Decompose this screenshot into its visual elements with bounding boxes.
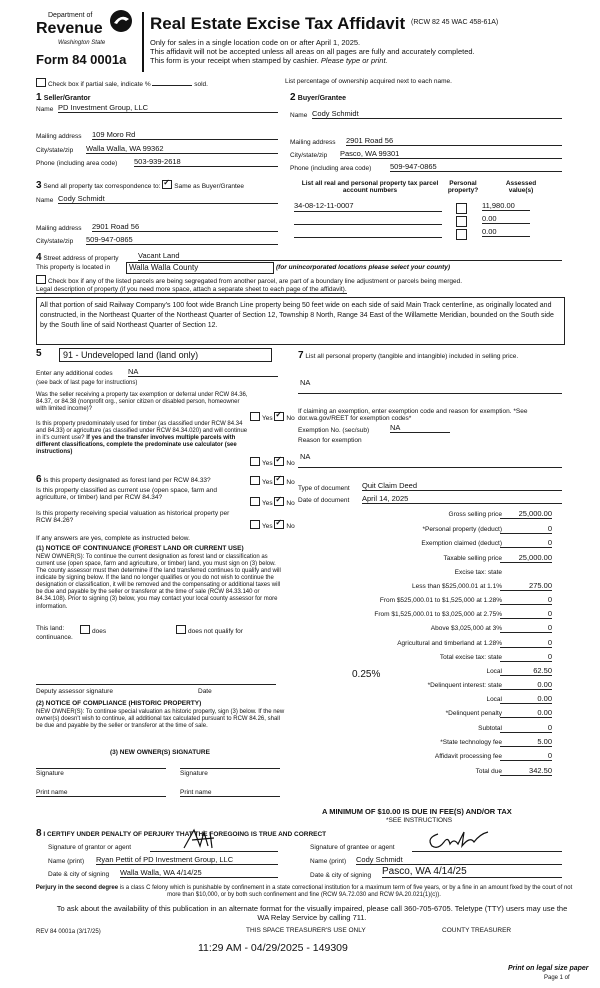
corr-name-label: Name bbox=[36, 197, 54, 204]
fee-value[interactable]: 0 bbox=[500, 723, 552, 733]
same-as-buyer-label: Same as Buyer/Grantee bbox=[174, 183, 244, 190]
fee-value[interactable]: 0 bbox=[500, 595, 552, 605]
buyer-heading bbox=[290, 92, 346, 103]
partial-sale-checkbox[interactable] bbox=[36, 78, 46, 87]
corr-city-field[interactable]: 509-947-0865 bbox=[86, 235, 278, 245]
street-row bbox=[36, 252, 119, 263]
continuance-body: NEW OWNER(S): To continue the current designation as forest land or classification as current use (open space, farm and agriculture, or timber) land, you must sign on (3) below. The county assessor must then determine if the land transferred continues to qualify and will indicate by signing below. If the land no longer qualifies or you do not wish to continue the designation or classification, it will be removed and the compensating or additional taxes will be due and payable by the seller or transferor at the time of sale (RCW 84.33.140 or 84.34.108). Prior to signing (3) below, you may contact your local county assessor for more information. bbox=[36, 554, 281, 610]
fee-value[interactable]: 0.00 bbox=[500, 680, 552, 690]
grantor-name-field[interactable]: Ryan Pettit of PD Investment Group, LLC bbox=[96, 855, 278, 865]
same-as-buyer-checkbox[interactable] bbox=[162, 180, 172, 189]
parcel-row bbox=[294, 213, 566, 226]
print-name-label-2: Print name bbox=[180, 789, 212, 796]
timber-yn bbox=[250, 457, 295, 467]
reason-label: Reason for exemption bbox=[298, 437, 362, 444]
s4-num: 4 bbox=[36, 252, 42, 263]
this-land-text: This land: bbox=[36, 625, 65, 632]
yes-label: Yes bbox=[262, 460, 273, 467]
fee-label: Taxable selling price bbox=[443, 555, 502, 562]
fee-label: From $1,525,000.01 to $3,025,000 at 2.75% bbox=[374, 611, 502, 618]
fee-value[interactable]: 0 bbox=[500, 538, 552, 548]
seller-city-field[interactable]: Walla Walla, WA 99362 bbox=[86, 144, 278, 154]
corr-heading bbox=[36, 180, 244, 191]
print-name-label-1: Print name bbox=[36, 789, 68, 796]
fee-label: Less than $525,000.01 at 1.1% bbox=[412, 583, 502, 590]
dor-logo-mark bbox=[106, 8, 136, 34]
seller-city-label: City/state/zip bbox=[36, 147, 74, 154]
doctype-label: Type of document bbox=[298, 485, 350, 492]
grantee-name-field[interactable]: Cody Schmidt bbox=[356, 855, 562, 865]
dor-logo bbox=[36, 12, 136, 46]
partial-sold-label: sold. bbox=[194, 81, 208, 88]
exemption-question: Was the seller receiving a property tax exemption or deferral under RCW 84.36, 84.37, or 84.38 (nonprofit org., senior citizen or disabled person, homeowner with limited income)? bbox=[36, 392, 248, 412]
fee-value[interactable]: 25,000.00 bbox=[500, 509, 552, 519]
parcel-row bbox=[294, 226, 566, 239]
does-label: does bbox=[92, 628, 107, 635]
deputy-date-label: Date bbox=[198, 688, 212, 695]
docdate-label: Date of document bbox=[298, 497, 350, 504]
assessed-value[interactable]: 0.00 bbox=[482, 214, 530, 224]
s6q3-yes-checkbox[interactable] bbox=[250, 520, 260, 529]
header-divider bbox=[142, 12, 144, 72]
doctype-field[interactable]: Quit Claim Deed bbox=[362, 481, 562, 491]
fee-label: Total excise tax: state bbox=[439, 654, 502, 661]
yes-label: Yes bbox=[262, 500, 273, 507]
fee-label: *Delinquent penalty bbox=[445, 710, 502, 717]
fee-label: Local bbox=[486, 696, 502, 703]
does-not-option bbox=[176, 625, 243, 635]
forest-question bbox=[36, 474, 211, 485]
yes-label: Yes bbox=[262, 415, 273, 422]
buyer-phone-label: Phone (including area code) bbox=[290, 165, 372, 172]
header-line-2: This affidavit will not be accepted unless all areas on all pages are fully and accurately completed. bbox=[150, 47, 475, 56]
fee-label: Above $3,025,000 at 3% bbox=[430, 625, 502, 632]
fee-label: Gross selling price bbox=[448, 511, 502, 518]
current-use-yn bbox=[250, 497, 295, 507]
this-land-label bbox=[36, 625, 64, 632]
continuance-heading: (1) NOTICE OF CONTINUANCE (FOREST LAND OR CURRENT USE) bbox=[36, 545, 244, 552]
ownership-note: List percentage of ownership acquired next to each name. bbox=[285, 78, 452, 85]
fee-value[interactable]: 0 bbox=[500, 524, 552, 534]
seller-heading-text: Seller/Grantor bbox=[43, 95, 91, 102]
owner-sig-line-1[interactable] bbox=[36, 768, 166, 769]
fee-label: Local bbox=[486, 668, 502, 675]
s6-num: 6 bbox=[36, 474, 42, 485]
legal-label: Legal description of property (if you need more space, attach a separate sheet to each page of the affidavit). bbox=[36, 286, 347, 293]
page-number: Page 1 of bbox=[544, 975, 570, 981]
corr-addr-label: Mailing address bbox=[36, 225, 82, 232]
fee-value[interactable]: 0 bbox=[500, 638, 552, 648]
codes-note: (see back of last page for instructions) bbox=[36, 380, 138, 386]
fee-value[interactable]: 0.00 bbox=[500, 708, 552, 718]
personal-property-field[interactable]: NA bbox=[300, 378, 311, 387]
segregation-row bbox=[36, 275, 462, 285]
partial-percent-field[interactable] bbox=[152, 85, 192, 86]
dor-logo-agency: Revenue bbox=[36, 20, 103, 37]
yes-label: Yes bbox=[262, 479, 273, 486]
continuance-label: continuance. bbox=[36, 634, 73, 641]
seller-addr-label: Mailing address bbox=[36, 133, 82, 140]
grantee-name-label: Name (print) bbox=[310, 858, 347, 865]
fee-value[interactable]: 5.00 bbox=[500, 737, 552, 747]
no-label: No bbox=[286, 415, 295, 422]
no-label: No bbox=[286, 523, 295, 530]
legal-size-note: Print on legal size paper bbox=[508, 965, 589, 972]
s6q2-no-checkbox[interactable] bbox=[274, 497, 284, 506]
corr-name-field[interactable]: Cody Schmidt bbox=[58, 194, 278, 204]
parcel-row bbox=[294, 200, 566, 213]
segregation-label: Check box if any of the listed parcels are being segregated from another parcel, are part of a boundary line adjustment or parcels being merged. bbox=[48, 278, 463, 285]
grantor-sig-label: Signature of grantor or agent bbox=[48, 844, 132, 851]
parcel-col-header: List all real and personal property tax parcel account numbers bbox=[301, 180, 439, 195]
fee-value[interactable]: 0 bbox=[500, 623, 552, 633]
no-label: No bbox=[286, 500, 295, 507]
buyer-city-field[interactable]: Pasco, WA 99301 bbox=[340, 149, 562, 159]
no-label: No bbox=[286, 460, 295, 467]
header-line-3 bbox=[150, 56, 388, 65]
fee-label: Subtotal bbox=[478, 725, 502, 732]
owner-sig-heading: (3) NEW OWNER(S) SIGNATURE bbox=[110, 749, 210, 756]
forest-yn bbox=[250, 476, 295, 486]
s7-num: 7 bbox=[298, 350, 304, 361]
fee-value[interactable]: 0 bbox=[500, 652, 552, 662]
alt-format-note: To ask about the availability of this publication in an alternate format for the visually impaired, please call 360-705-6705. Teletype (TTY) users may use the WA Relay Service by calling 711. bbox=[56, 904, 568, 922]
exemption-yn bbox=[250, 412, 295, 422]
minimum-due-note: A MINIMUM OF $10.00 IS DUE IN FEE(S) AND/OR TAX bbox=[322, 807, 512, 816]
reason-field[interactable]: NA bbox=[300, 452, 311, 461]
q2-yes-checkbox[interactable] bbox=[250, 457, 260, 466]
buyer-city-label: City/state/zip bbox=[290, 152, 328, 159]
exemption-no-field[interactable]: NA bbox=[390, 423, 450, 433]
buyer-name-label: Name bbox=[290, 112, 308, 119]
owner-print-line-2[interactable] bbox=[180, 796, 280, 797]
grantee-date-field[interactable]: Pasco, WA 4/14/25 bbox=[382, 866, 562, 878]
does-not-checkbox[interactable] bbox=[176, 625, 186, 634]
s6q1-no-checkbox[interactable] bbox=[274, 476, 284, 485]
docdate-field[interactable]: April 14, 2025 bbox=[362, 494, 562, 504]
assessed-value[interactable]: 11,980.00 bbox=[482, 201, 530, 211]
fee-value[interactable]: 275.00 bbox=[500, 581, 552, 591]
form-citation: (RCW 82 45 WAC 458-61A) bbox=[411, 19, 499, 26]
fee-label: From $525,000.01 to $1,525,000 at 1.28% bbox=[379, 597, 502, 604]
partial-sale-label: Check box if partial sale, indicate % bbox=[48, 81, 151, 88]
street-field[interactable]: Vacant Land bbox=[138, 251, 562, 261]
exemption-no-label: Exemption No. (sec/sub) bbox=[298, 427, 370, 434]
certify-text: I CERTIFY UNDER PENALTY OF PERJURY THAT THE FOREGOING IS TRUE AND CORRECT bbox=[43, 831, 327, 838]
buyer-addr-field[interactable]: 2901 Road 56 bbox=[346, 136, 562, 146]
dor-logo-state: Washington State bbox=[58, 40, 106, 46]
owner-print-line-1[interactable] bbox=[36, 796, 166, 797]
assessed-value[interactable]: 0.00 bbox=[482, 227, 530, 237]
grantee-signature bbox=[424, 828, 494, 852]
corr-num: 3 bbox=[36, 180, 42, 191]
s7-heading: List all personal property (tangible and intangible) included in selling price. bbox=[305, 353, 519, 360]
corr-city-label: City/state/zip bbox=[36, 238, 74, 245]
fee-label: Exemption claimed (deduct) bbox=[421, 540, 502, 547]
fee-label: *Personal property (deduct) bbox=[422, 526, 502, 533]
fee-label: Total due bbox=[475, 768, 502, 775]
local-rate: 0.25% bbox=[352, 669, 381, 680]
timber-q-text: Is this property predominately used for timber (as classified under RCW 84.34 and 84.33) or agriculture (as classified under RCW 84.34.020) and will continue in it's current use? bbox=[36, 421, 248, 441]
parcel-number[interactable] bbox=[294, 214, 442, 225]
grantor-date-label: Date & city of signing bbox=[48, 871, 110, 878]
forest-q-text: Is this property designated as forest land per RCW 84.33? bbox=[43, 477, 211, 484]
timber-question bbox=[36, 421, 248, 455]
s5-num: 5 bbox=[36, 348, 42, 359]
personal-property-line bbox=[298, 393, 562, 394]
partial-sale-row bbox=[36, 78, 208, 88]
historic-question: Is this property receiving special valuation as historical property per RCW 84.26? bbox=[36, 510, 230, 525]
perjury-bold: Perjury in the second degree bbox=[35, 885, 119, 891]
revision: REV 84 0001a (3/17/25) bbox=[36, 929, 101, 935]
additional-codes-field[interactable]: NA bbox=[128, 367, 278, 377]
see-instructions: *SEE INSTRUCTIONS bbox=[386, 817, 453, 824]
county-treasurer-label: COUNTY TREASURER bbox=[442, 927, 512, 934]
q1-yes-checkbox[interactable] bbox=[250, 412, 260, 421]
assessed-col-header: Assessed value(s) bbox=[505, 180, 537, 195]
fee-value[interactable]: 0 bbox=[500, 609, 552, 619]
fee-value[interactable]: 0.00 bbox=[500, 694, 552, 704]
parcel-number[interactable]: 34-08-12-11-0007 bbox=[294, 201, 442, 212]
land-use-select[interactable]: 91 - Undeveloped land (land only) bbox=[59, 348, 272, 362]
yes-label: Yes bbox=[262, 523, 273, 530]
fee-label: Excise tax: state bbox=[454, 569, 502, 576]
treasurer-use-label: THIS SPACE TREASURER'S USE ONLY bbox=[246, 927, 366, 934]
fee-label: *State technology fee bbox=[440, 739, 502, 746]
additional-codes-label: Enter any additional codes bbox=[36, 370, 113, 377]
street-label: Street address of property bbox=[43, 255, 119, 262]
reason-line bbox=[298, 467, 562, 468]
signature-label-1: Signature bbox=[36, 770, 64, 777]
header-line-1: Only for sales in a single location code on or after April 1, 2025. bbox=[150, 38, 361, 47]
if-yes-note: If any answers are yes, complete as instructed below. bbox=[36, 535, 190, 542]
fee-label: *Delinquent interest: state bbox=[427, 682, 502, 689]
form-number: Form 84 0001a bbox=[36, 52, 127, 67]
deputy-label: Deputy assessor signature bbox=[36, 688, 113, 695]
q2-no-checkbox[interactable] bbox=[274, 457, 284, 466]
seller-phone-field[interactable]: 503-939-2618 bbox=[134, 157, 278, 167]
signature-label-2: Signature bbox=[180, 770, 208, 777]
s6q2-yes-checkbox[interactable] bbox=[250, 497, 260, 506]
buyer-name-field[interactable]: Cody Schmidt bbox=[312, 109, 562, 119]
fee-label: Agricultural and timberland at 1.28% bbox=[397, 640, 502, 647]
compliance-heading: (2) NOTICE OF COMPLIANCE (HISTORIC PROPERTY) bbox=[36, 700, 202, 707]
seller-heading bbox=[36, 92, 90, 103]
fee-value[interactable]: 0 bbox=[500, 751, 552, 761]
does-option bbox=[80, 625, 106, 635]
perjury-text: is a class C felony which is punishable by confinement in a state correctional institution for a maximum term of five years, or by a fine in an amount fixed by the court of not more than $10,000, or by both such confinement and fine (RCW 9A.72.030 and RCW 9A.20.021(1)(c)). bbox=[118, 885, 573, 898]
does-checkbox[interactable] bbox=[80, 625, 90, 634]
fee-value[interactable]: 62.50 bbox=[500, 666, 552, 676]
type-or-print: Please type or print. bbox=[320, 56, 388, 65]
s6q1-yes-checkbox[interactable] bbox=[250, 476, 260, 485]
located-label: This property is located in bbox=[36, 264, 111, 271]
personal-property-heading bbox=[298, 350, 560, 362]
compliance-body: NEW OWNER(S): To continue special valuation as historic property, sign (3) below. If the new owner(s) doesn't wish to continue, all additional tax calculated pursuant to RCW 84.26, shall be due and payable by the seller or transferor at the time of sale. bbox=[36, 709, 285, 730]
seller-addr-field[interactable]: 109 Moro Rd bbox=[92, 130, 278, 140]
buyer-phone-field[interactable]: 509-947-0865 bbox=[390, 162, 562, 172]
seller-phone-label: Phone (including area code) bbox=[36, 160, 118, 167]
does-not-label: does not qualify for bbox=[188, 628, 243, 635]
perjury-note bbox=[30, 885, 578, 899]
personal-col-header: Personal property? bbox=[447, 180, 479, 195]
buyer-addr-label: Mailing address bbox=[290, 139, 336, 146]
buyer-heading-text: Buyer/Grantee bbox=[297, 95, 347, 102]
parcel-rows bbox=[294, 200, 566, 239]
buyer-num: 2 bbox=[290, 92, 296, 103]
historic-yn bbox=[250, 520, 295, 530]
segregation-checkbox[interactable] bbox=[36, 275, 46, 284]
seller-name-field[interactable]: PD Investment Group, LLC bbox=[58, 103, 278, 113]
q1-no-checkbox[interactable] bbox=[274, 412, 284, 421]
grantee-sig-label: Signature of grantee or agent bbox=[310, 844, 395, 851]
grantor-date-field[interactable]: Walla Walla, WA 4/14/25 bbox=[120, 868, 278, 878]
timber-q-bold: If yes and the transfer involves multiple parcels with different classifications, complete the predominate use calculator (see instructions) bbox=[36, 434, 237, 455]
no-label: No bbox=[286, 479, 295, 486]
seller-num: 1 bbox=[36, 92, 42, 103]
dor-logo-dept: Department of bbox=[48, 12, 93, 19]
fee-value[interactable]: 25,000.00 bbox=[500, 553, 552, 563]
current-use-question: Is this property classified as current use (open space, farm and agriculture, or timber) land per RCW 84.34? bbox=[36, 487, 218, 502]
parcel-number[interactable] bbox=[294, 227, 442, 238]
fee-value[interactable]: 342.50 bbox=[500, 766, 552, 776]
s8-num: 8 bbox=[36, 828, 42, 839]
form-title: Real Estate Excise Tax Affidavit bbox=[150, 14, 406, 33]
legal-description[interactable]: All that portion of said Railway Company's 100 foot wide Branch Line property being 50 feet wide on each side of said Main Track centerline, as originally located and constructed, in the Northeast Quarter of the Northeast Quarter of Section 12, Township 8 North, Range 34 East of the Willamette Meridian, bounded on the South side by the South line of said Northeast Quarter of Section 12. bbox=[36, 297, 565, 345]
grantee-date-label: Date & city of signing bbox=[310, 872, 372, 879]
grantor-name-label: Name (print) bbox=[48, 858, 85, 865]
deputy-sig-line[interactable] bbox=[36, 684, 276, 685]
corr-addr-field[interactable]: 2901 Road 56 bbox=[92, 222, 278, 232]
owner-sig-line-2[interactable] bbox=[180, 768, 280, 769]
seller-name-label: Name bbox=[36, 106, 54, 113]
grantor-signature bbox=[180, 826, 230, 852]
exemption-claim-label: If claiming an exemption, enter exemption code and reason for exemption. *See dor.wa.gov/REET for exemption codes* bbox=[298, 408, 528, 423]
county-select[interactable]: Walla Walla County bbox=[126, 262, 274, 274]
s6q3-no-checkbox[interactable] bbox=[274, 520, 284, 529]
receipt-text: This form is your receipt when stamped by cashier. bbox=[150, 56, 319, 65]
fee-label: Affidavit processing fee bbox=[434, 753, 502, 760]
uninc-note: (for unincorporated locations please select your county) bbox=[276, 264, 451, 271]
treasurer-stamp: 11:29 AM - 04/29/2025 - 149309 bbox=[198, 942, 348, 954]
corr-heading-text: Send all property tax correspondence to: bbox=[43, 183, 161, 190]
personal-property-checkbox[interactable] bbox=[456, 229, 467, 240]
